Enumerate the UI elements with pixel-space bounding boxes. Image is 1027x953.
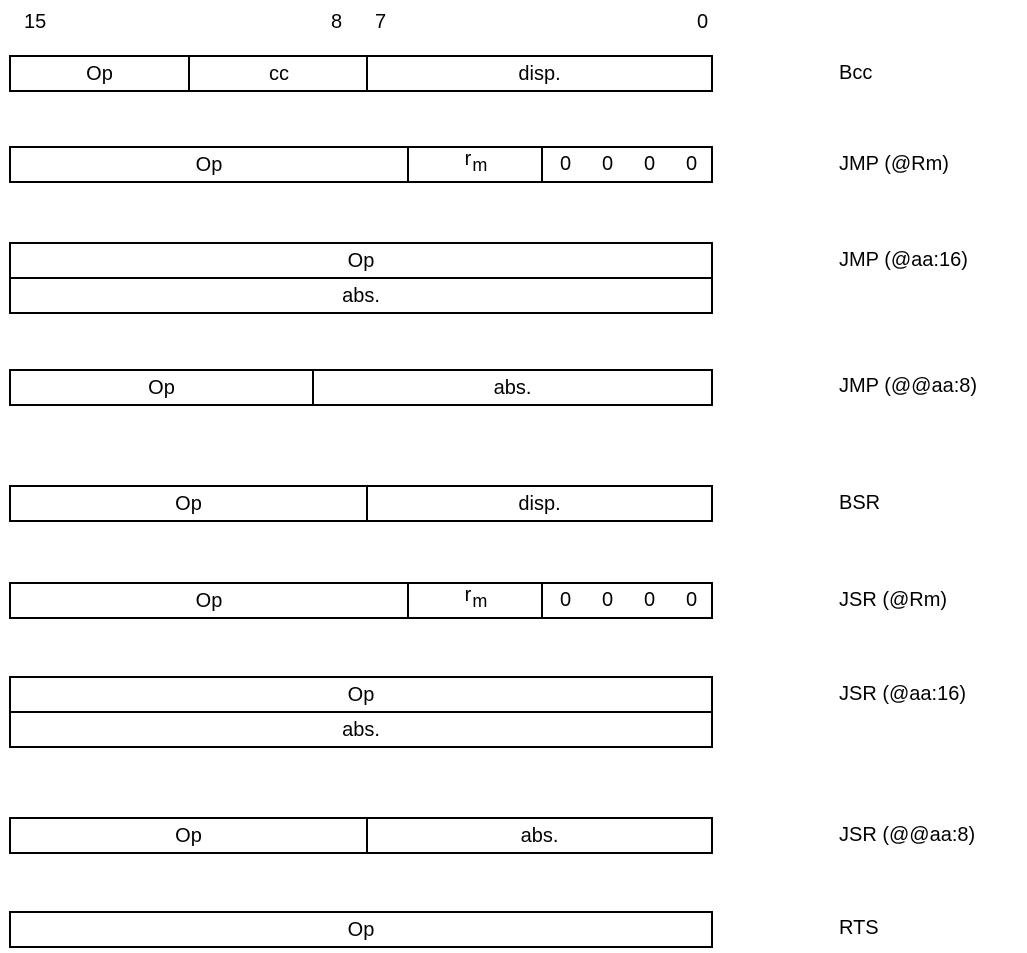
- disp-field: disp.: [366, 487, 711, 520]
- zero-bit: 0: [560, 153, 572, 175]
- zero-bits-field: [541, 148, 711, 181]
- op-field: Op: [195, 589, 223, 612]
- op-field: Op: [86, 62, 113, 85]
- rm-subscript: m: [472, 590, 488, 611]
- zero-bit: 0: [560, 589, 572, 611]
- mnemonic-jsr-rm: JSR (@Rm): [839, 589, 948, 611]
- format-jmp-aa8: [9, 369, 713, 406]
- rm-field: [407, 584, 543, 617]
- disp-field: disp.: [366, 57, 711, 90]
- bit-label-7: 7: [375, 11, 387, 33]
- rm-subscript: m: [472, 154, 488, 175]
- format-jmp-aa16: [9, 242, 713, 314]
- zero-bit: 0: [602, 153, 614, 175]
- mnemonic-bcc: Bcc: [839, 62, 873, 84]
- bit-label-0: 0: [697, 11, 709, 33]
- op-field: Op: [347, 249, 375, 272]
- mnemonic-jmp-aa8: JMP (@@aa:8): [839, 375, 978, 397]
- rm-letter: r: [464, 147, 472, 170]
- rm-field: [407, 148, 543, 181]
- abs-field: abs.: [366, 819, 711, 852]
- format-bcc: [9, 55, 713, 92]
- format-jsr-rm: [9, 582, 713, 619]
- zero-bit: 0: [644, 589, 656, 611]
- format-jsr-aa8: [9, 817, 713, 854]
- zero-bits-field: [541, 584, 711, 617]
- format-rts: [9, 911, 713, 948]
- zero-bit: 0: [602, 589, 614, 611]
- mnemonic-bsr: BSR: [839, 492, 881, 514]
- mnemonic-jmp-rm: JMP (@Rm): [839, 153, 949, 175]
- format-jmp-rm: [9, 146, 713, 183]
- mnemonic-jsr-aa16: JSR (@aa:16): [839, 683, 967, 705]
- op-field: Op: [175, 824, 202, 847]
- mnemonic-jmp-aa16: JMP (@aa:16): [839, 249, 968, 271]
- rm-letter: r: [464, 583, 472, 606]
- cc-field: cc: [188, 57, 368, 90]
- bit-label-15: 15: [24, 11, 47, 33]
- format-bsr: [9, 485, 713, 522]
- abs-field: abs.: [342, 718, 380, 741]
- op-field: Op: [175, 492, 202, 515]
- mnemonic-rts: RTS: [839, 917, 879, 939]
- bit-label-8: 8: [331, 11, 343, 33]
- abs-field: abs.: [312, 371, 711, 404]
- mnemonic-jsr-aa8: JSR (@@aa:8): [839, 824, 976, 846]
- zero-bit: 0: [644, 153, 656, 175]
- abs-field: abs.: [342, 284, 380, 307]
- zero-bit: 0: [686, 153, 698, 175]
- op-field: Op: [347, 683, 375, 706]
- op-field: Op: [347, 918, 375, 941]
- op-field: Op: [148, 376, 175, 399]
- zero-bit: 0: [686, 589, 698, 611]
- op-field: Op: [195, 153, 223, 176]
- format-jsr-aa16: [9, 676, 713, 748]
